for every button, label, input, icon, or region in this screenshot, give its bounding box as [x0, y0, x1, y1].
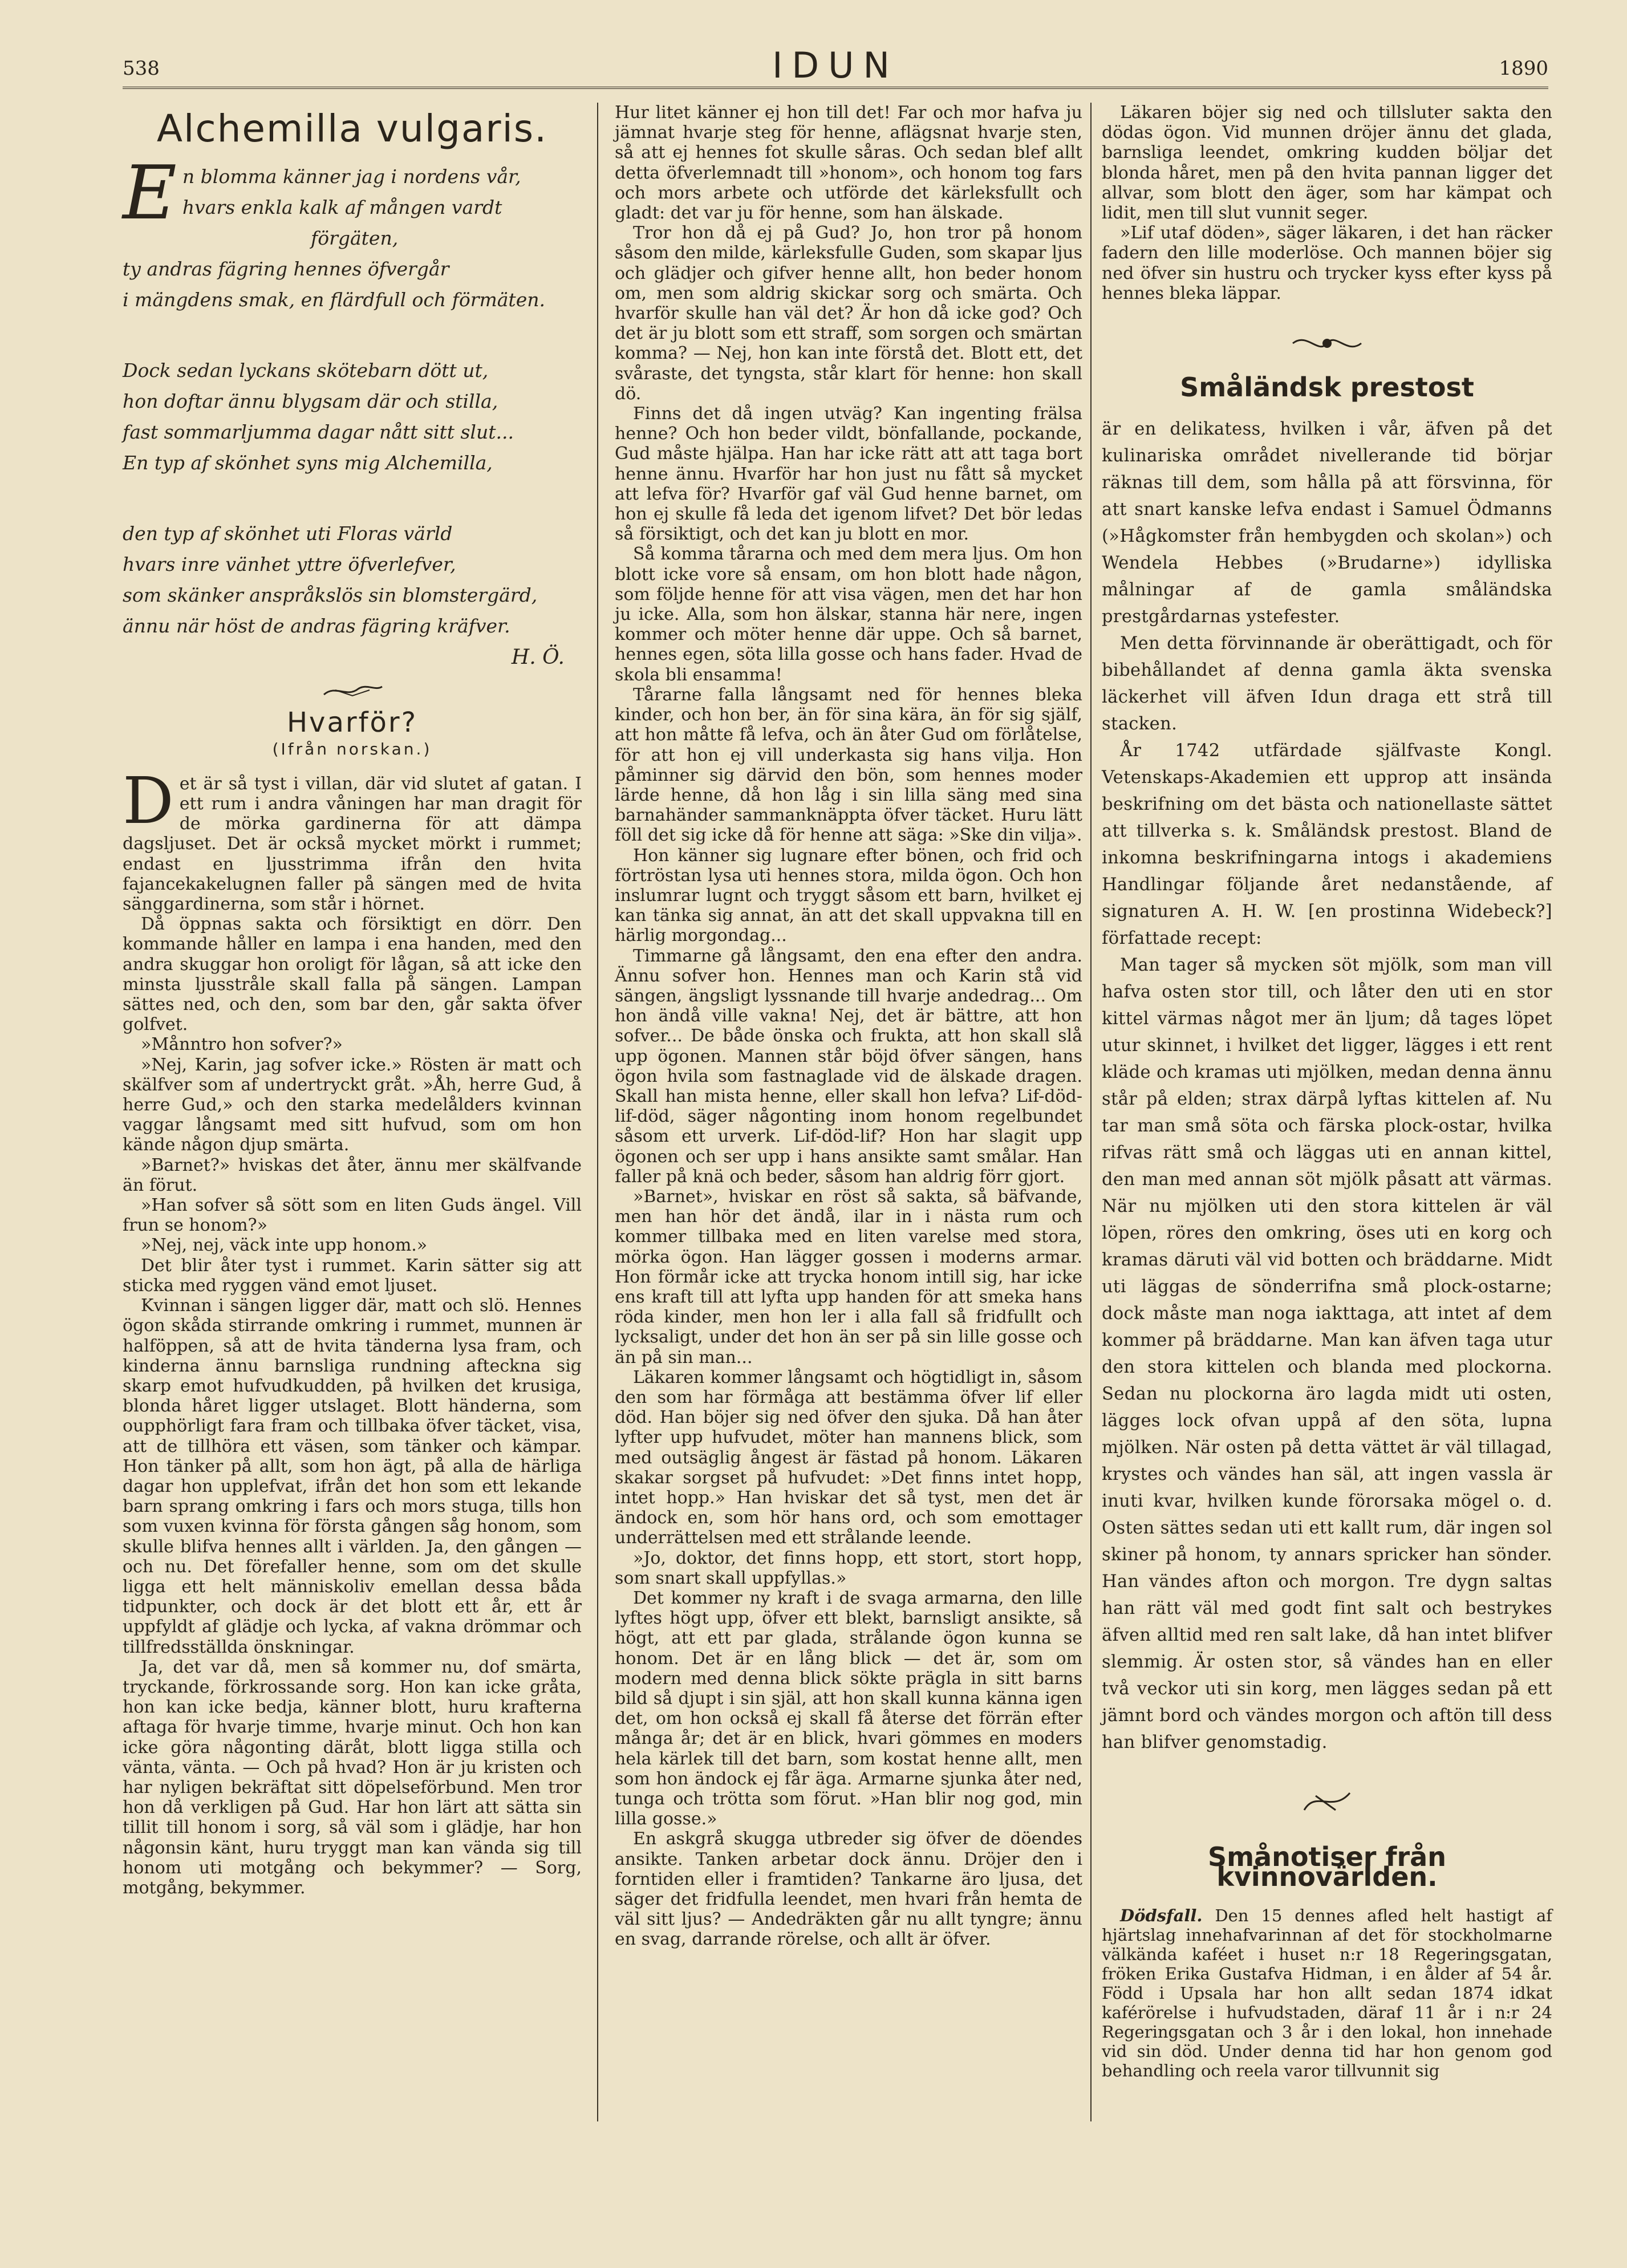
- poem-line: ty andras fägring hennes öfvergår: [123, 258, 449, 281]
- poem-line: n blomma känner jag i nordens vår,: [182, 165, 521, 188]
- ornament-icon: [318, 679, 387, 701]
- recipe-title: Småländsk prestost: [1180, 372, 1474, 403]
- poem-line: hvars enkla kalk af mången vardt: [182, 196, 502, 219]
- column-1: [123, 103, 582, 2121]
- year: 1890: [1499, 57, 1548, 80]
- story-paragraph: Finns det då ingen utväg? Kan ingenting frälsa henne? Och hon beder vildt, bönfallande, pockande, Gud måste hjälpa. Han har icke rätt att att taga bort henne ännu. Hvarför har hon just nu fått så mycket att lefva för? Hvarför gaf väl Gud henne barnet, om hon ej skulle få leda det igenom lifvet? Det bör ledas så försiktigt, och det kan ju blott en mor.: [615, 404, 1082, 545]
- story-title: Hvarför?: [286, 707, 418, 739]
- story-paragraph: En askgrå skugga utbreder sig öfver de döendes ansikte. Tanken arbetar dock ännu. Dröjer den i forntiden eller i framtiden? Tankarne äro ljusa, det säger det fridfulla leendet, men hvari från hemta de väl sitt ljus? — Andedräkten går nu allt tyngre; ännu en svag, darrande rörelse, och allt är öfver.: [615, 1829, 1082, 1950]
- column-3: [1102, 103, 1552, 2121]
- story-paragraph: Ja, det var då, men så kommer nu, dof smärta, tryckande, förkrossande sorg. Hon kan icke gråta, hon kan icke bedja, känner blott, huru krafterna aftaga för hvarje timme, hvarje minut. Och hon kan icke göra någonting däråt, blott ligga stilla och vänta, vänta. — Och på hvad? Hon är ju kristen och har nyligen bekräftat sitt döpelseförbund. Men tror hon då verkligen på Gud. Har hon lärt att sätta sin tillit till honom i sorg, så väl som i glädje, har hon någonsin känt, huru tryggt man kan vända sig till honom uti motgång och bekymmer? — Sorg, motgång, bekymmer.: [123, 1657, 582, 1898]
- story-paragraph: »Jo, doktor, det finns hopp, ett stort, stort hopp, som snart skall uppfyllas.»: [615, 1548, 1082, 1588]
- story-paragraph: Det kommer ny kraft i de svaga armarna, den lille lyftes högt upp, öfver ett blekt, barnsligt ansikte, så högt, att ett par glada, strålande ögon kunna se honom. Det är en lång blick — det är, som om modern med denna blick sökte prägla in sitt barns bild så djupt i sin själ, att hon skall kunna känna igen det, om hon också ej skall få återse det förrän efter många år; det är en blick, hvari gömmes en moders hela kärlek till det barn, som kostat henne allt, men som hon ändock ej får äga. Armarne sjunka åter ned, tunga och trötta som förut. »Han blir nog god, min lilla gosse.»: [615, 1588, 1082, 1829]
- story-paragraph: Timmarne gå långsamt, den ena efter den andra. Ännu sofver hon. Hennes man och Karin stå vid sängen, ängsligt lyssnande till hvarje andedrag... Om hon ändå ville vakna! Nej, det är bättre, att hon sofver... De både önska och frukta, att hon skall slå upp ögonen. Mannen står böjd öfver sängen, hans ögon hvila som fastnaglade vid de älskade dragen. Skall han mista henne, eller skall hon lefva? Lif-död-lif-död, säger någonting inom honom regelbundet såsom ett urverk. Lif-död-lif? Hon har slagit upp ögonen och ser upp i hans ansikte samt smålar. Han faller på knä och beder, såsom han aldrig förr gjort.: [615, 946, 1082, 1187]
- poem-line: fast sommarljumma dagar nått sitt slut...: [123, 421, 514, 444]
- story-paragraph: Hon känner sig lugnare efter bönen, och frid och förtröstan lysa uti hennes stora, milda ögon. Och hon inslumrar lugnt och tryggt såsom ett barn, hvilket ej kan tänka sig annat, än att det skall uppvakna till en härlig morgondag...: [615, 845, 1082, 946]
- poem-line: En typ af skönhet syns mig Alchemilla,: [123, 452, 493, 474]
- story-paragraph: Hur litet känner ej hon till det! Far och mor hafva ju jämnat hvarje steg för henne, aflägsnat hvarje sten, så att ej hennes fot skulle såras. Och sedan blef allt detta öfverlemnadt till »honom», och honom tog fars och mors arbete och utförde det kärleksfullt och gladt: det var ju för henne, som han älskade.: [615, 103, 1082, 224]
- poem-line: Dock sedan lyckans skötebarn dött ut,: [123, 359, 489, 382]
- story-paragraph: »Nej, Karin, jag sofver icke.» Rösten är matt och skälfver som af undertryckt gråt. »Åh, herre Gud, å herre Gud,» och den starka medelålders kvinnan vaggar långsamt med sitt hufvud, som om hon kände någon djup smärta.: [123, 1054, 582, 1155]
- poem-line: den typ af skönhet uti Floras värld: [123, 522, 453, 545]
- story-dropcap: D: [123, 764, 174, 838]
- story-text: et är så tyst i villan, där vid slutet af gatan. I ett rum i andra våningen har man dragit för de mörka gardinerna för att dämpa dagsljuset. Det är också mycket mörkt i rummet; endast en ljusstrimma ifrån den hvita fajancekakelugnen faller på sängen med de hvita sänggardinerna, som står i hörnet.: [123, 773, 582, 915]
- notice-lead: Dödsfall.: [1120, 1905, 1203, 1925]
- story-paragraph: Då öppnas sakta och försiktigt en dörr. Den kommande håller en lampa i ena handen, med den andra skuggar hon oroligt för lågan, så att icke den minsta ljusstråle skall falla på sängen. Lampan sättes ned, och den, som bar den, går sakta öfver golfvet.: [123, 914, 582, 1035]
- ornament-icon: [1287, 326, 1367, 360]
- poem-line: som skänker anspråkslös sin blomstergärd,: [123, 584, 538, 607]
- story-paragraph: »Månntro hon sofver?»: [141, 1034, 343, 1055]
- recipe-paragraph: År 1742 utfärdade själfvaste Kongl. Vetenskaps-Akademien ett upprop att insända beskrifning om det bästa och nationellaste sättet att tillverka s. k. Småländsk prestost. Bland de inkomna beskrifningarna intogs i akademiens Handlingar följande året nedanstående, af signaturen A. H. W. [en prostinna Widebeck?] författade recept:: [1102, 741, 1552, 949]
- story-paragraph: »Nej, nej, väck inte upp honom.»: [141, 1235, 428, 1256]
- recipe-paragraph: är en delikatess, hvilken i vår, äfven på det kulinariska området nivellerande tid börjar räknas till dem, som hålla på att försvinna, för att snart kanske lefva endast i Samuel Ödmanns (»Hågkomster från hembygden och skolan») och Wendela Hebbes (»Brudarne») idylliska målningar af de gamla småländska prestgårdarnas ystefester.: [1102, 419, 1552, 627]
- story-paragraph: Tårarne falla långsamt ned för hennes bleka kinder, och hon ber, än för sina kära, än för sig själf, att hon måtte få lefva, och än åter Gud om förlåtelse, för att hon ej vill underkasta sig hans vilja. Hon påminner sig därvid den bön, som hennes moder lärde henne, då hon låg i sin lilla säng med sina barnahänder sammanknäppta öfver täcket. Huru lätt föll det sig icke då för henne att säga: »Ske din vilja».: [615, 684, 1082, 846]
- poem-title: Alchemilla vulgaris.: [156, 107, 548, 151]
- recipe-paragraph: Man tager så mycken söt mjölk, som man vill hafva osten stor till, och låter den uti en stor kittel värmas något mer än ljum; då tages löpet utur skinnet, i hvilket det ligger, lägges i ett rent kläde och kramas uti mjölken, medan denna ännu står på elden; strax därpå lyftas kittelen af. Nu tar man små söta och färska plock-ostar, hvilka rifvas rätt små och läggas uti en annan kittel, den man med annan söt mjölk påsatt att värmas. När nu mjölken uti den stora kittelen är väl löpen, röres den omkring, öses uti en korg och kramas däruti väl vid botten och bräddarne. Midt uti läggas de sönderrifna små plock-ostarne; dock måste man noga iakttaga, att intet af dem kommer på bräddarne. Man kan äfven taga utur den stora kittelen och blanda med plockorna. Sedan nu plockorna äro lagda midt uti osten, lägges lock ofvan uppå af den söta, lupna mjölken. När osten på detta vättet är väl tillagad, krystes och vändes han säl, att ingen vassla är inuti kvar, hvilken kunde förorsaka mögel o. d. Osten sättes sedan uti ett kallt rum, där ingen sol skiner på honom, ty annars spricker han sönder. Han vändes afton och morgon. Tre dygn saltas han rätt väl med godt fint salt och bestrykes äfven alltid med ren salt lake, då han intet blifver slemmig. Är osten stor, så vändes han en eller två veckor uti sin korg, men lägges sedan på ett jämnt bord och vändes morgon och aftön till dess han blifver genomstadig.: [1102, 955, 1552, 1753]
- story-paragraph: Tror hon då ej på Gud? Jo, hon tror på honom såsom den milde, kärleksfulle Guden, som skapar ljus och glädjer och gifver henne allt, hon beder honom om, men som aldrig skickar sorg och smärta. Och hvarför skulle han väl det? Är hon då icke god? Och det är ju blott som ett straff, som sorgen och smärtan komma? — Nej, hon kan inte förstå det. Blott ett, det svåraste, det tyngsta, står klart för henne: hon skall dö.: [615, 223, 1082, 404]
- header-rule: [123, 87, 1548, 89]
- story-paragraph: [123, 764, 582, 915]
- poem-line: förgäten,: [311, 227, 399, 250]
- notices-title: Smånotiser från kvinnovärlden.: [1208, 1841, 1446, 1893]
- page-header: [123, 40, 1548, 86]
- poem-signature: H. Ö.: [511, 646, 565, 670]
- recipe-body: [1102, 416, 1552, 1756]
- story-paragraph: »Han sofver så sött som en liten Guds ängel. Vill frun se honom?»: [123, 1195, 582, 1236]
- poem-line: hvars inre vänhet yttre öfverlefver,: [123, 553, 456, 576]
- story-paragraph: Läkaren kommer långsamt och högtidligt in, såsom den som har förmåga att bestämma öfver lif eller död. Han böjer sig ned öfver den sjuka. Då han åter lyfter upp hufvudet, möter han mannens blick, som med outsäglig ångest är fästad på honom. Läkaren skakar sorgset på hufvudet: »Det finns intet hopp, intet hopp.» Han hviskar det så tyst, men det är ändock en, som hör hans ord, och som emottager underrättelsen med ett strålande leende.: [615, 1367, 1082, 1548]
- story-paragraph: »Barnet», hviskar en röst så sakta, så bäfvande, men han hör det ändå, ilar in i nästa rum och kommer tillbaka med en liten varelse med stora, mörka ögon. Han lägger gossen i moderns armar. Hon förmår icke att trycka honom intill sig, har icke ens kraft till att lyfta upp handen för att smeka hans röda kinder, men hon ler i alla fall så fridfullt och lycksaligt, under det hon än ser på sin lille gosse och än på sin man...: [615, 1186, 1082, 1368]
- page-number: 538: [123, 57, 160, 80]
- column-divider: [597, 103, 598, 2121]
- story-paragraph: Läkaren böjer sig ned och tillsluter sakta den dödas ögon. Vid munnen dröjer ännu det glada, barnsliga leendet, omkring kudden böljar det blonda håret, men på den hvita pannan ligger det allvar, som blott den äger, som har kämpat och lidit, men till slut vunnit seger.: [1102, 103, 1552, 224]
- story-subtitle: (Ifrån norskan.): [272, 739, 432, 758]
- ornament-icon: [1293, 1784, 1361, 1819]
- story-paragraph: Det blir åter tyst i rummet. Karin sätter sig att sticka med ryggen vänd emot ljuset.: [123, 1255, 582, 1296]
- poem-line: i mängdens smak, en flärdfull och förmäten.: [123, 289, 545, 311]
- story-paragraph: »Lif utaf döden», säger läkaren, i det han räcker fadern den lille moderlöse. Och mannen böjer sig ned öfver sin hustru och trycker kyss efter kyss på hennes bleka läppar.: [1102, 223, 1552, 303]
- poem-stanza: [123, 149, 582, 315]
- masthead-title: IDUN: [772, 44, 899, 86]
- notice-text: Den 15 dennes afled helt hastigt af hjärtslag innehafvarinnan af det för stockholmarne välkända kaféet i huset n:r 18 Regeringsgatan, fröken Erika Gustafva Hidman, i en ålder af 54 år. Född i Upsala har hon allt sedan 1874 idkat kaférörelse i hufvudstaden, däraf 11 år i n:r 24 Regeringsgatan och 3 år i den lokal, hon innehade vid sin död. Under denna tid har hon genom god behandling och reela varor tillvunnit sig: [1102, 1905, 1552, 2080]
- recipe-paragraph: Men detta förvinnande är oberättigadt, och för bibehållandet af denna gamla äkta svenska läckerhet vill äfven Idun draga ett strå till stacken.: [1102, 634, 1552, 735]
- poem: [123, 149, 582, 642]
- poem-stanza: [123, 355, 582, 478]
- poem-dropcap: E: [123, 149, 177, 237]
- story-paragraph: Kvinnan i sängen ligger där, matt och slö. Hennes ögon skåda stirrande omkring i rummet, munnen är halföppen, så att de hvita tänderna lysa fram, och kinderna ännu barnsliga rundning afteckna sig skarp emot hufvudkudden, på hvilken det krusiga, blonda håret ligger utslaget. Blott händerna, som oupphörligt fara fram och tillbaka öfver täcket, visa, att de tillhöra ett väsen, som tänker och kämpar. Hon tänker på allt, som hon ägt, på alla de härliga dagar hon upplefvat, ifrån det hon som ett lekande barn sprang omkring i fars och mors stuga, tills hon som vuxen kvinna för första gången såg honom, som skulle blifva hennes allt i världen. Ja, den gången — och nu. Det förefaller henne, som om det skulle ligga ett helt människoliv emellan dessa båda tidpunkter, och dock är det blott ett år, ett år uppfyldt af glädje och lycka, af vakna drömmar och tillfredsställda önskningar.: [123, 1296, 582, 1657]
- poem-line: ännu när höst de andras fägring kräfver.: [123, 615, 510, 638]
- story-paragraph: »Barnet?» hviskas det åter, ännu mer skälfvande än förut.: [123, 1155, 582, 1195]
- column-2: [615, 103, 1082, 2121]
- poem-stanza: [123, 518, 582, 642]
- poem-line: hon doftar ännu blygsam där och stilla,: [123, 390, 498, 413]
- notice-paragraph: [1102, 1906, 1552, 2080]
- story-paragraph: Så komma tårarna och med dem mera ljus. Om hon blott icke vore så ensam, om hon blott hade någon, som följde henne för att visa vägen, men det har hon ju icke. Alla, som hon älskar, stanna här nere, ingen kommer och möter henne där uppe. Och så barnet, hennes egen, söta lilla gosse och hans fader. Hvad de skola bli ensamma!: [615, 544, 1082, 685]
- column-divider: [1090, 103, 1092, 2121]
